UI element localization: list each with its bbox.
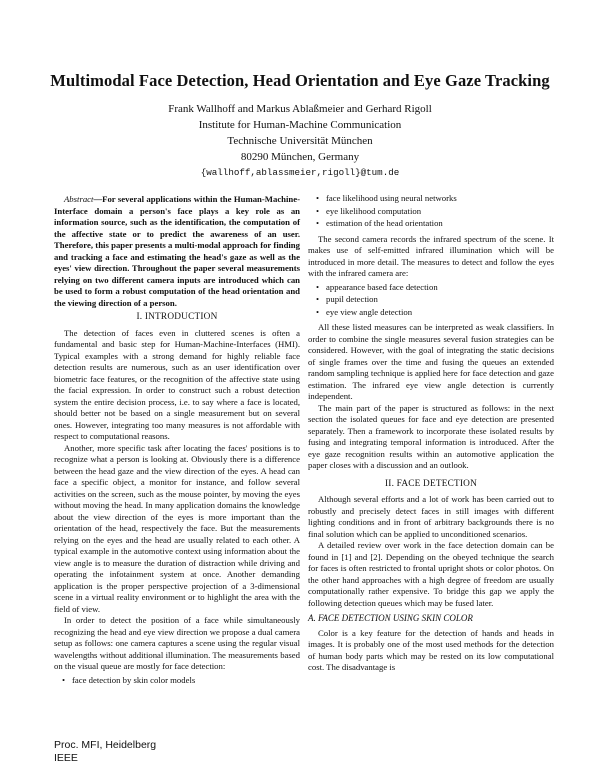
list-item: • face likelihood using neural networks (316, 193, 457, 203)
author-block (100, 101, 500, 181)
bullet-icon: • (316, 218, 320, 228)
abstract-text: —For several applications within the Human-Machine-Interface domain a person's face plays a key role as an information source, such as the identification, the computation of the affective state or to predict the awareness of an user. Therefore, this paper presents a multi-modal approach for finding and tracking a face and estimating the head's gaze as well as the eyes' view direction. Throughout the paper several measurements relying on two different camera inputs are introduced which can be used to form a robust computation of the head orientation and the viewing direction of a person. (54, 194, 300, 308)
section-heading-introduction: I. INTRODUCTION (136, 312, 218, 322)
abstract-lead: Abstract (64, 194, 94, 204)
bullet-icon: • (316, 193, 320, 203)
infrared-measures-list (308, 282, 554, 319)
bullet-icon: • (316, 205, 320, 216)
author-email: {wallhoff,ablassmeier,rigoll}@tum.de (200, 167, 400, 178)
section-heading-face-detection: II. FACE DETECTION (385, 478, 477, 489)
left-column (54, 194, 300, 690)
paragraph: Color is a key feature for the detection of hands and heads in images. It is probably one of the most used methods for the detection of human body parts which may be rested on its low computational cost. The disadvantage is (308, 627, 554, 672)
paragraph: The main part of the paper is structured as follows: in the next section the isolated queues for face and eye detection are presented separately. Then a framework to incorporate these isolated results by fusing and integrating temporal information is introduced. After the eye gaze recognition results within an automotive application the paper closes with a discussion and an outlook. (308, 402, 554, 470)
list-item: • appearance based face detection (316, 281, 438, 292)
paragraph: The detection of faces even in cluttered scenes is often a fundamental and basic step for Human-Machine-Interfaces (HMI). Typical examples with a strong demand for highly reliable face detection results are numerous, such as an user identification over biometric face features, or the recognition of the affective state using the facial expression. In order to construct such a robust detection system the entire decision process, i.e. to say where a face is located, should better not be based on a single measurement but on several ones. However, integrating too many measures is not affordable with respect to computational reasons. (54, 327, 300, 441)
paragraph: A detailed review over work in the face detection domain can be found in [1] and [2]. Depending on the obeyed technique the search for faces is often restricted to frontal upright shots or color photos. On the other hand approaches with a high degree of freedom are usually computationally rather expensive. To bridge this gap we apply the following detection queues which may be fused later. (308, 540, 554, 608)
author-institute: Institute for Human-Machine Communication (198, 119, 402, 131)
paragraph: Although several efforts and a lot of work has been carried out to robustly and precisely detect faces in still images with different lighting conditions and in front of arbitrary backgrounds there is no final solution which can be applied to unconditioned scenarios. (308, 494, 554, 539)
paragraph: The second camera records the infrared spectrum of the scene. It makes use of self-emitted infrared illumination which will be introduced in more detail. The measures to detect and follow the eyes with the infrared camera are: (308, 233, 554, 278)
footer-note (54, 739, 156, 765)
visual-measures-list (54, 675, 300, 687)
bullet-icon: • (62, 674, 66, 685)
visual-measures-list-continued (308, 193, 554, 230)
list-item: • face detection by skin color models (62, 674, 196, 685)
subsection-heading-skin-color: A. FACE DETECTION USING SKIN COLOR (308, 613, 473, 623)
author-city: 80290 München, Germany (240, 151, 360, 163)
paper-title: Multimodal Face Detection, Head Orientation and Eye Gaze Tracking (50, 71, 550, 90)
right-column (308, 193, 554, 674)
list-item: • eye likelihood computation (316, 205, 422, 216)
paragraph: Another, more specific task after locating the faces' positions is to recognize what a person is looking at. Obviously there is a difference between the head gaze and the view direction of the eyes. A head can face a specific object, a monitor for instance, and follow several activities on the screen, such as the mouse pointer, by moving the eyes without moving the head. In many application domains the knowledge about the view direction of the eyes is more important than the orientation of the head, respectively the face. But the measurements relying on the eyes and the head are usually related to each other. A typical example in the automotive context using information about the view angle is to measure the duration of distraction while driving and operating the infotainment system at once. Another demanding application is the proper perspective projection of a 3-dimensional scene in a virtual reality environment or to highlight the area with the field of view. (54, 442, 300, 614)
abstract (54, 194, 300, 309)
bullet-icon: • (316, 306, 320, 317)
paragraph: All these listed measures can be interpreted as weak classifiers. In order to combine the single measures several fusion strategies can be considered. However, with the goal of integrating the static decisions of single frames over the time and fusing the queues an extended random sampling technique is applied here for face detection and gaze estimation. The infrared eye view angle detection is currently independent. (308, 322, 554, 401)
footer-publisher: IEEE (54, 752, 78, 764)
author-university: Technische Universität München (227, 135, 373, 147)
list-item: • pupil detection (316, 294, 378, 304)
bullet-icon: • (316, 281, 320, 292)
list-item: • eye view angle detection (316, 306, 413, 317)
list-item: • estimation of the head orientation (316, 218, 443, 228)
author-names: Frank Wallhoff and Markus Ablaßmeier and Gerhard Rigoll (168, 103, 432, 115)
bullet-icon: • (316, 294, 320, 304)
paragraph: In order to detect the position of a face while simultaneously recognizing the head and eye view direction we propose a dual camera setup as follows: one camera captures a scene using the regular visual wavelengths without additional illumination. The measurements based on the visual queue are mostly for face detection: (54, 615, 300, 671)
footer-venue: Proc. MFI, Heidelberg (54, 739, 157, 751)
